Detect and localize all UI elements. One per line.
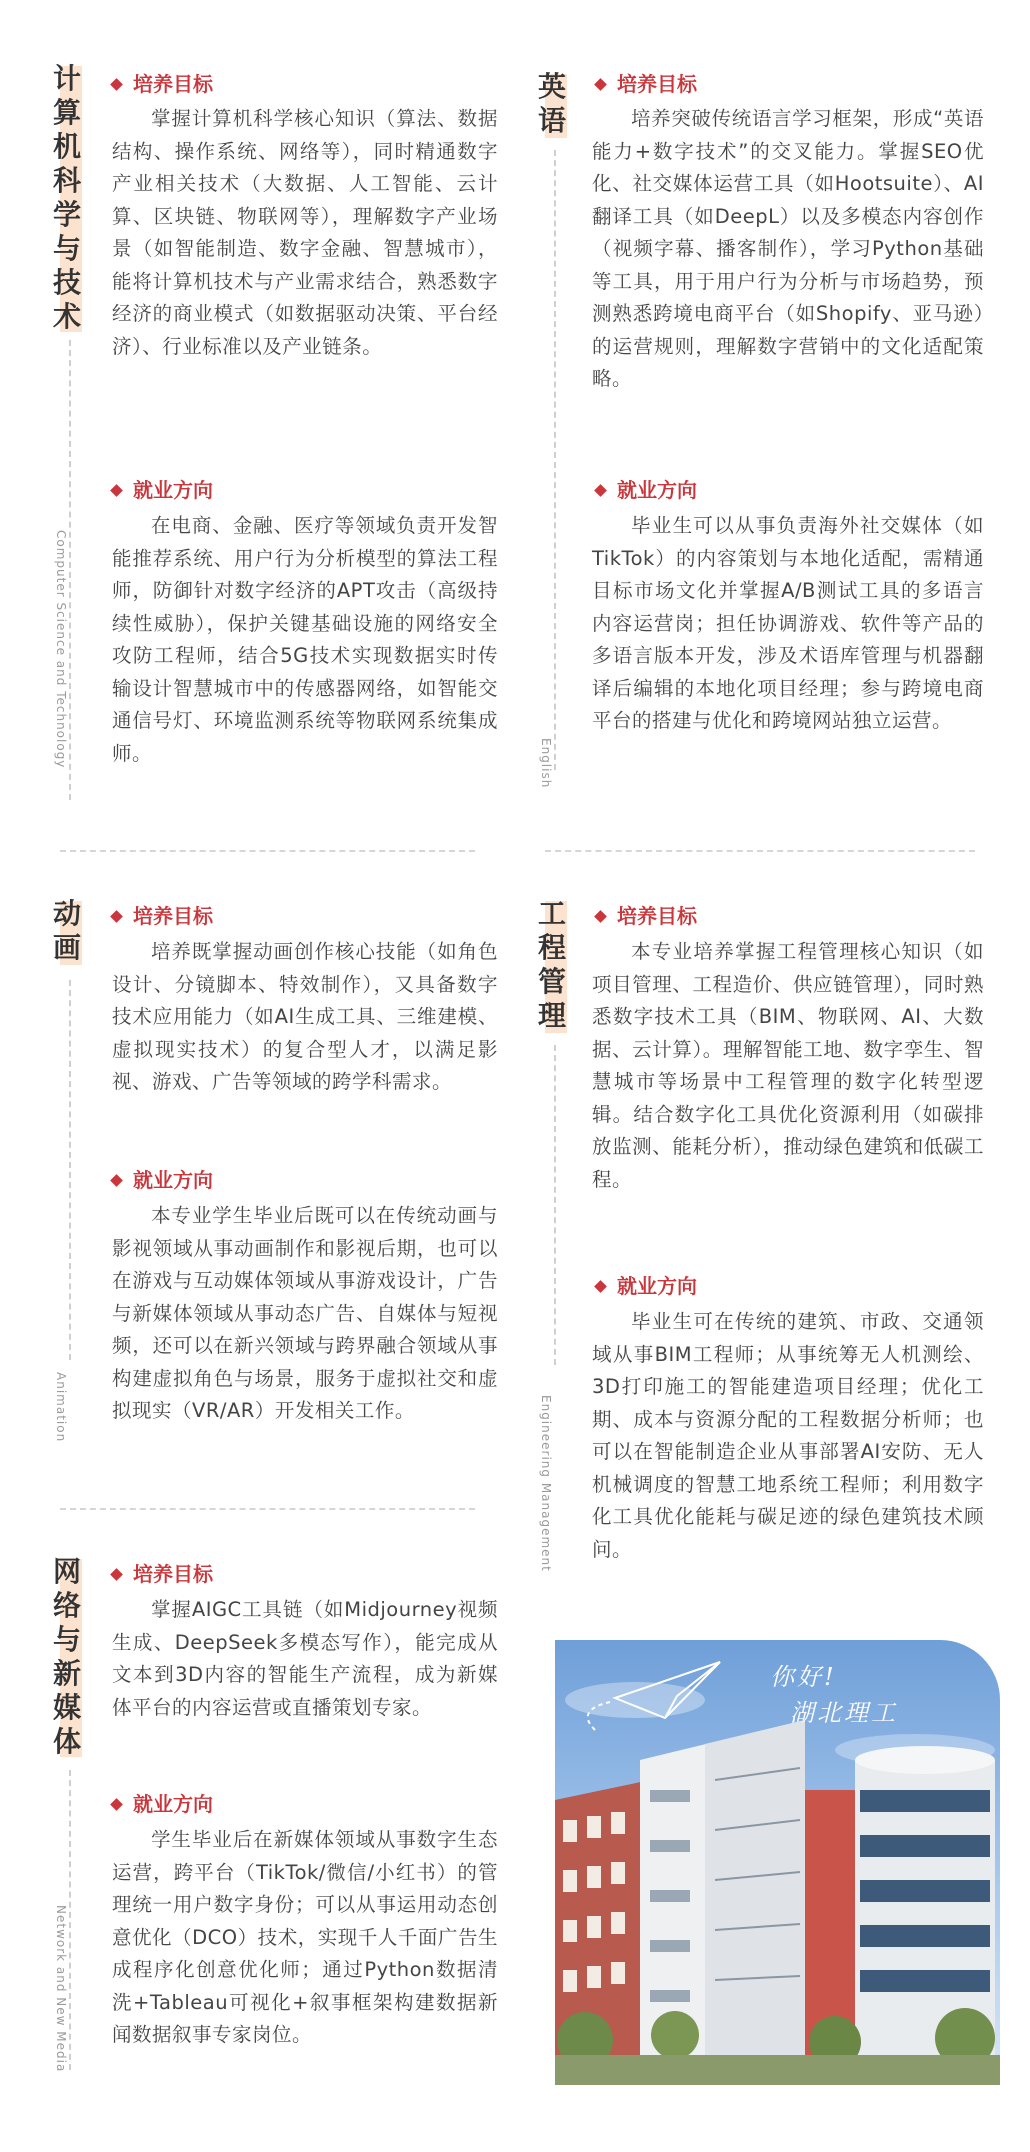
goal-heading: 培养目标 [596,900,697,929]
goal-heading: 培养目标 [112,68,213,97]
job-heading: 就业方向 [596,1270,697,1299]
greeting-line-2: 湖北理工 [790,1699,898,1727]
section-title: 计算机科学与技术 [52,62,81,333]
campus-photo [555,1640,1000,2085]
diamond-icon [594,484,607,497]
section-title: 英语 [537,70,566,137]
diamond-icon [594,78,607,91]
job-heading: 就业方向 [112,474,213,503]
section-title-block [50,1555,88,1759]
campus-building-illustration [555,1640,1000,2085]
diamond-icon [594,1280,607,1293]
greeting-line-1: 你好! [770,1663,837,1691]
job-heading: 就业方向 [596,474,697,503]
section-title-en: Animation [54,1372,68,1443]
section-title-en: Network and New Media [54,1905,68,2073]
section-title-block [535,70,573,138]
section-title-block [535,897,573,1033]
diamond-icon [594,910,607,923]
diamond-icon [110,484,123,497]
divider-horizontal [60,850,475,852]
job-text: 本专业学生毕业后既可以在传统动画与影视领域从事动画制作和影视后期，也可以在游戏与互动媒体领域从事游戏设计，广告与新媒体领域从事动态广告、自媒体与短视频，还可以在新兴领域与跨界融合领域从事构建虚拟角色与场景，服务于虚拟社交和虚拟现实（VR/AR）开发相关工作。 [112,1204,498,1422]
section-title-en: English [539,738,553,789]
diamond-icon [110,1174,123,1187]
job-heading: 就业方向 [112,1788,213,1817]
divider-horizontal [545,850,975,852]
section-title-en: Engineering Management [539,1395,553,1572]
diamond-icon [110,1798,123,1811]
goal-text: 培养突破传统语言学习框架，形成“英语能力+数字技术”的交叉能力。掌握SEO优化、社交媒体运营工具（如Hootsuite）、AI翻译工具（如DeepL）以及多模态内容创作（视频字幕、播客制作），学习Python基础等工具，用于用户行为分析与市场趋势，预测熟悉跨境电商平台（如Shopify、亚马逊）的运营规则，理解数字营销中的文化适配策略。 [592,107,984,390]
goal-text: 本专业培养掌握工程管理核心知识（如项目管理、工程造价、供应链管理），同时熟悉数字技术工具（BIM、物联网、AI、大数据、云计算）。理解智能工地、数字孪生、智慧城市等场景中工程管理的数字化转型逻辑。结合数字化工具优化资源利用（如碳排放监测、能耗分析），推动绿色建筑和低碳工程。 [592,940,984,1191]
job-text: 毕业生可以从事负责海外社交媒体（如TikTok）的内容策划与本地化适配，需精通目标市场文化并掌握A/B测试工具的多语言内容运营岗；担任协调游戏、软件等产品的多语言版本开发，涉及术语库管理与机器翻译后编辑的本地化项目经理；参与跨境电商平台的搭建与优化和跨境网站独立运营。 [592,514,984,732]
diamond-icon [110,78,123,91]
section-title-en: Computer Science and Technology [54,530,68,769]
section-title: 网络与新媒体 [52,1555,81,1758]
divider-vertical [554,1045,556,1365]
divider-vertical [554,150,556,770]
divider-vertical [69,980,71,1360]
diamond-icon [110,910,123,923]
job-text: 毕业生可在传统的建筑、市政、交通领域从事BIM工程师；从事统筹无人机测绘、3D打印施工的智能建造项目经理；优化工期、成本与资源分配的工程数据分析师；也可以在智能制造企业从事部署AI安防、无人机械调度的智慧工地系统工程师；利用数字化工具优化能耗与碳足迹的绿色建筑技术顾问。 [592,1310,984,1561]
divider-horizontal [60,1508,475,1510]
goal-heading: 培养目标 [112,1558,213,1587]
divider-vertical [69,1770,71,2070]
job-text: 在电商、金融、医疗等领域负责开发智能推荐系统、用户行为分析模型的算法工程师，防御针对数字经济的APT攻击（高级持续性威胁），保护关键基础设施的网络安全攻防工程师，结合5G技术实现数据实时传输设计智慧城市中的传感器网络，如智能交通信号灯、环境监测系统等物联网系统集成师。 [112,514,498,765]
goal-heading: 培养目标 [596,68,697,97]
job-text: 学生毕业后在新媒体领域从事数字生态运营，跨平台（TikTok/微信/小红书）的管理统一用户数字身份；可以从事运用动态创意优化（DCO）技术，实现千人千面广告生成程序化创意优化师；通过Python数据清洗+Tableau可视化+叙事框架构建数据新闻数据叙事专家岗位。 [112,1828,498,2046]
goal-text: 培养既掌握动画创作核心技能（如角色设计、分镜脚本、特效制作），又具备数字技术应用能力（如AI生成工具、三维建模、虚拟现实技术）的复合型人才，以满足影视、游戏、广告等领域的跨学科需求。 [112,940,498,1093]
section-title-block [50,897,88,965]
goal-heading: 培养目标 [112,900,213,929]
divider-vertical [69,340,71,800]
section-title: 工程管理 [537,897,566,1032]
goal-text: 掌握AIGC工具链（如Midjourney视频生成、DeepSeek多模态写作），能完成从文本到3D内容的智能生产流程，成为新媒体平台的内容运营或直播策划专家。 [112,1598,498,1719]
diamond-icon [110,1568,123,1581]
section-title: 动画 [52,897,81,964]
job-heading: 就业方向 [112,1164,213,1193]
goal-text: 掌握计算机科学核心知识（算法、数据结构、操作系统、网络等），同时精通数字产业相关技术（大数据、人工智能、云计算、区块链、物联网等），理解数字产业场景（如智能制造、数字金融、智慧城市），能将计算机技术与产业需求结合，熟悉数字经济的商业模式（如数据驱动决策、平台经济）、行业标准以及产业链条。 [112,107,498,358]
section-title-block [50,62,88,334]
